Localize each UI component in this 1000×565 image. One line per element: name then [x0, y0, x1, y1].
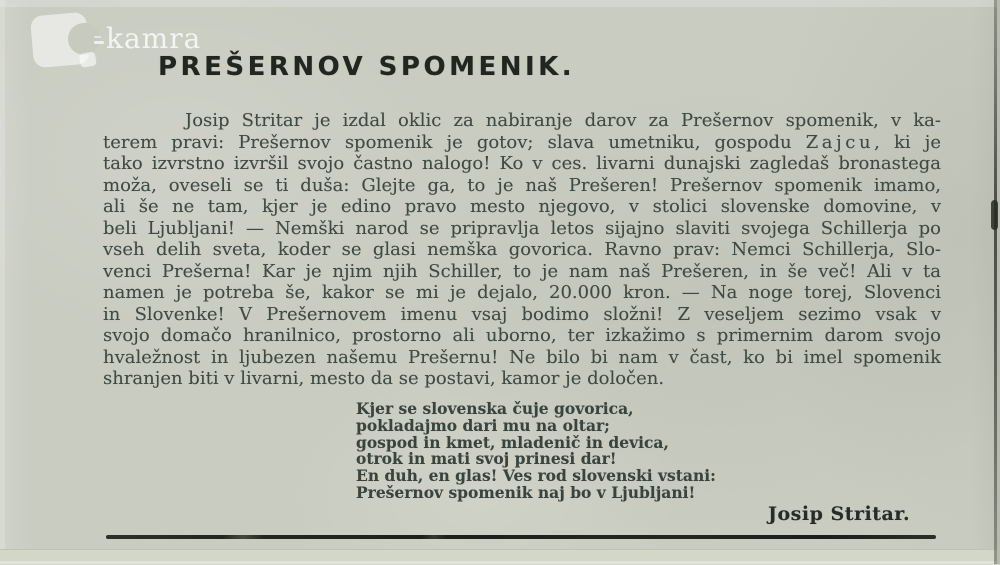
poem-line: En duh, en glas! Ves rod slovenski vstani:	[356, 466, 716, 486]
kamra-dash2-icon	[94, 36, 101, 38]
document-title: PREŠERNOV SPOMENIK.	[158, 52, 576, 82]
paragraph-line: moža, oveseli se ti duša: Glejte ga, to je naš Prešeren! Prešernov spomenik imamo,	[103, 174, 941, 196]
scan-edge-top	[0, 0, 1000, 7]
document-poem	[356, 401, 776, 502]
poem-line: pokladajmo dari mu na oltar;	[356, 415, 610, 435]
poem-line: Prešernov spomenik naj bo v Ljubljani!	[356, 482, 696, 502]
poem-line: gospod in kmet, mladenič in devica,	[356, 432, 669, 452]
paragraph-line: beli Ljubljani! — Nemški narod se pripravlja letos sijajno slaviti svojega Schillerja po	[103, 217, 941, 239]
document-paragraph	[103, 110, 941, 390]
paragraph-line: namen je potreba še, kakor se mi je dejalo, 20.000 kron. — Na noge torej, Slovenci	[103, 282, 941, 303]
paragraph-line: svojo domačo hranilnico, prostorno ali uborno, ter izkažimo s primernim darom svojo	[103, 325, 941, 346]
kamra-logo-tab	[79, 51, 97, 68]
paragraph-line: terem pravi: Prešernov spomenik je gotov; slava umetniku, gospodu Z a j c u , ki je	[103, 131, 941, 153]
watermark-text: kamra	[106, 22, 202, 55]
kamra-logo-cutout	[67, 22, 102, 57]
page-fold-line	[994, 0, 997, 564]
paragraph-line: venci Prešerna! Kar je njim njih Schiller, to je nam naš Prešeren, in še več! Ali v ta	[103, 260, 941, 282]
signature: Josip Stritar.	[768, 503, 911, 525]
poem-line: Kjer se slovenska čuje govorica,	[356, 399, 634, 418]
kamra-logo-icon	[30, 12, 90, 69]
paragraph-line: hvaležnost in ljubezen našemu Prešernu! Ne bilo bi nam v čast, ko bi imel spomenik	[103, 346, 941, 368]
paragraph-line: ali še ne tam, kjer je edino pravo mesto njegovo, v stolici slovenske domovine, v	[103, 196, 941, 217]
paragraph-line: vseh delih sveta, koder se glasi nemška govorica. Ravno prav: Nemci Schillerja, Slo-	[103, 239, 941, 260]
paragraph-line: in Slovenke! V Prešernovem imenu vsaj bodimo složni! Z veseljem sezimo vsak v	[103, 303, 941, 325]
paragraph-line: Josip Stritar je izdal oklic za nabiranje darov za Prešernov spomenik, v ka-	[185, 110, 941, 131]
scan-artifact	[991, 200, 998, 230]
scan-edge-left	[0, 0, 5, 564]
paragraph-line: tako izvrstno izvršil svojo častno nalogo! Ko v ces. livarni dunajski zagledaš bronastega	[103, 153, 941, 174]
kamra-dash-icon	[94, 41, 104, 44]
bottom-rule	[106, 535, 936, 539]
poem-line: otrok in mati svoj prinesi dar!	[356, 449, 617, 469]
paragraph-line: shranjen biti v livarni, mesto da se postavi, kamor je določen.	[103, 368, 665, 389]
